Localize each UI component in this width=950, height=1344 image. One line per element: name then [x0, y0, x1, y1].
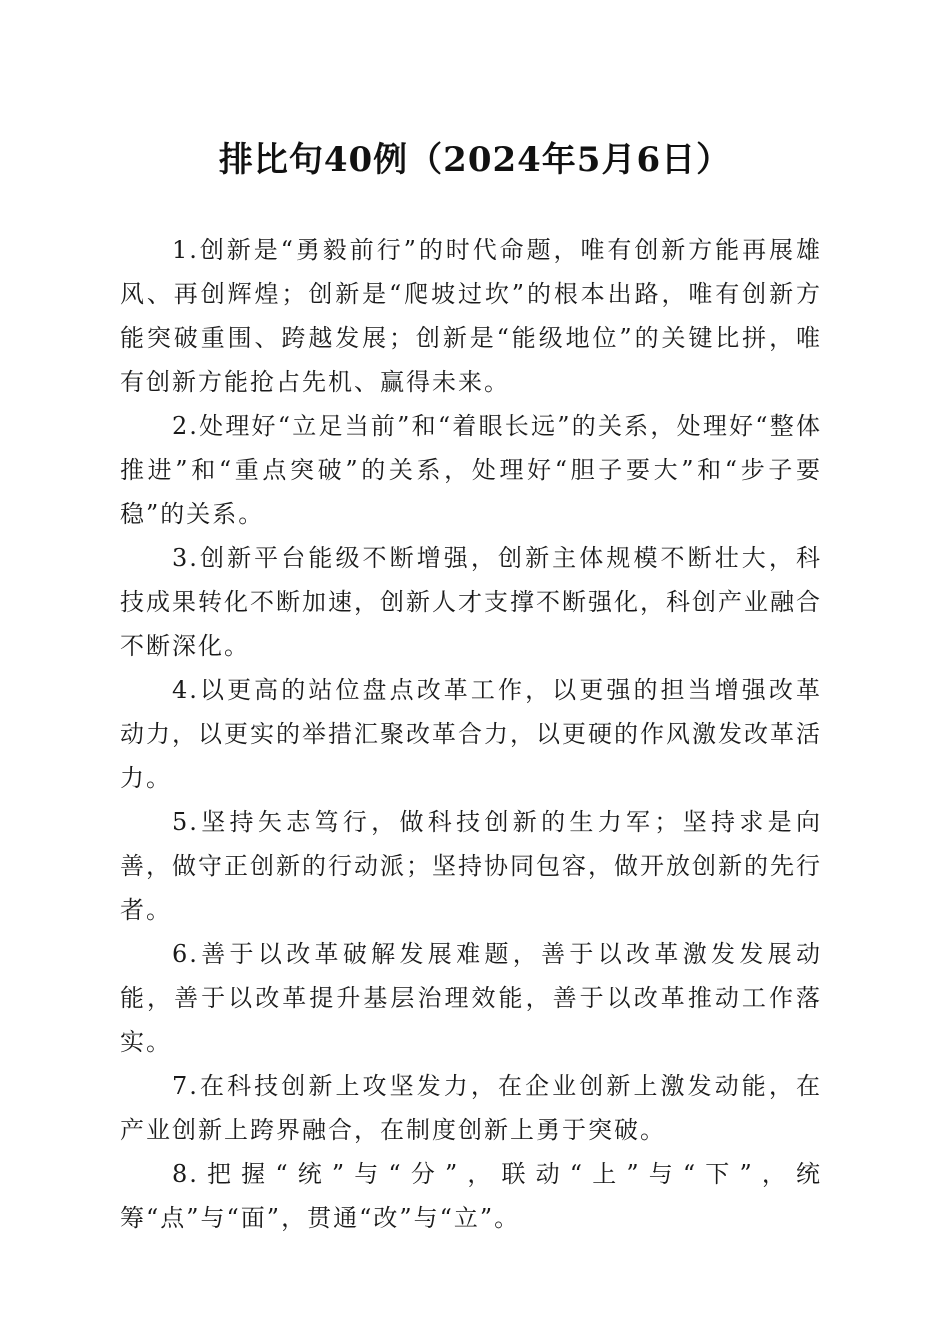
paragraph-4: 4.以更高的站位盘点改革工作，以更强的担当增强改革动力，以更实的举措汇聚改革合力，以更硬的作风激发改革活力。 — [120, 676, 822, 792]
paragraph-3: 3.创新平台能级不断增强，创新主体规模不断壮大，科技成果转化不断加速，创新人才支撑不断强化，科创产业融合不断深化。 — [120, 544, 822, 660]
paragraph-1: 1.创新是“勇毅前行”的时代命题，唯有创新方能再展雄风、再创辉煌；创新是“爬坡过坎”的根本出路，唯有创新方能突破重围、跨越发展；创新是“能级地位”的关键比拼，唯有创新方能抢占先机、赢得未来。 — [120, 236, 822, 396]
paragraph-2: 2.处理好“立足当前”和“着眼长远”的关系，处理好“整体推进”和“重点突破”的关系，处理好“胆子要大”和“步子要稳”的关系。 — [120, 412, 822, 528]
paragraph-5: 5.坚持矢志笃行，做科技创新的生力军；坚持求是向善，做守正创新的行动派；坚持协同包容，做开放创新的先行者。 — [120, 808, 822, 924]
document-title: 排比句40例（2024年5月6日） — [218, 140, 732, 180]
paragraph-6: 6.善于以改革破解发展难题，善于以改革激发发展动能，善于以改革提升基层治理效能，善于以改革推动工作落实。 — [120, 940, 822, 1056]
paragraph-7: 7.在科技创新上攻坚发力，在企业创新上激发动能，在产业创新上跨界融合，在制度创新上勇于突破。 — [120, 1072, 822, 1144]
paragraph-8: 8.把握“统”与“分”，联动“上”与“下”，统筹“点”与“面”，贯通“改”与“立”。 — [120, 1160, 822, 1232]
document-body — [120, 228, 822, 1240]
